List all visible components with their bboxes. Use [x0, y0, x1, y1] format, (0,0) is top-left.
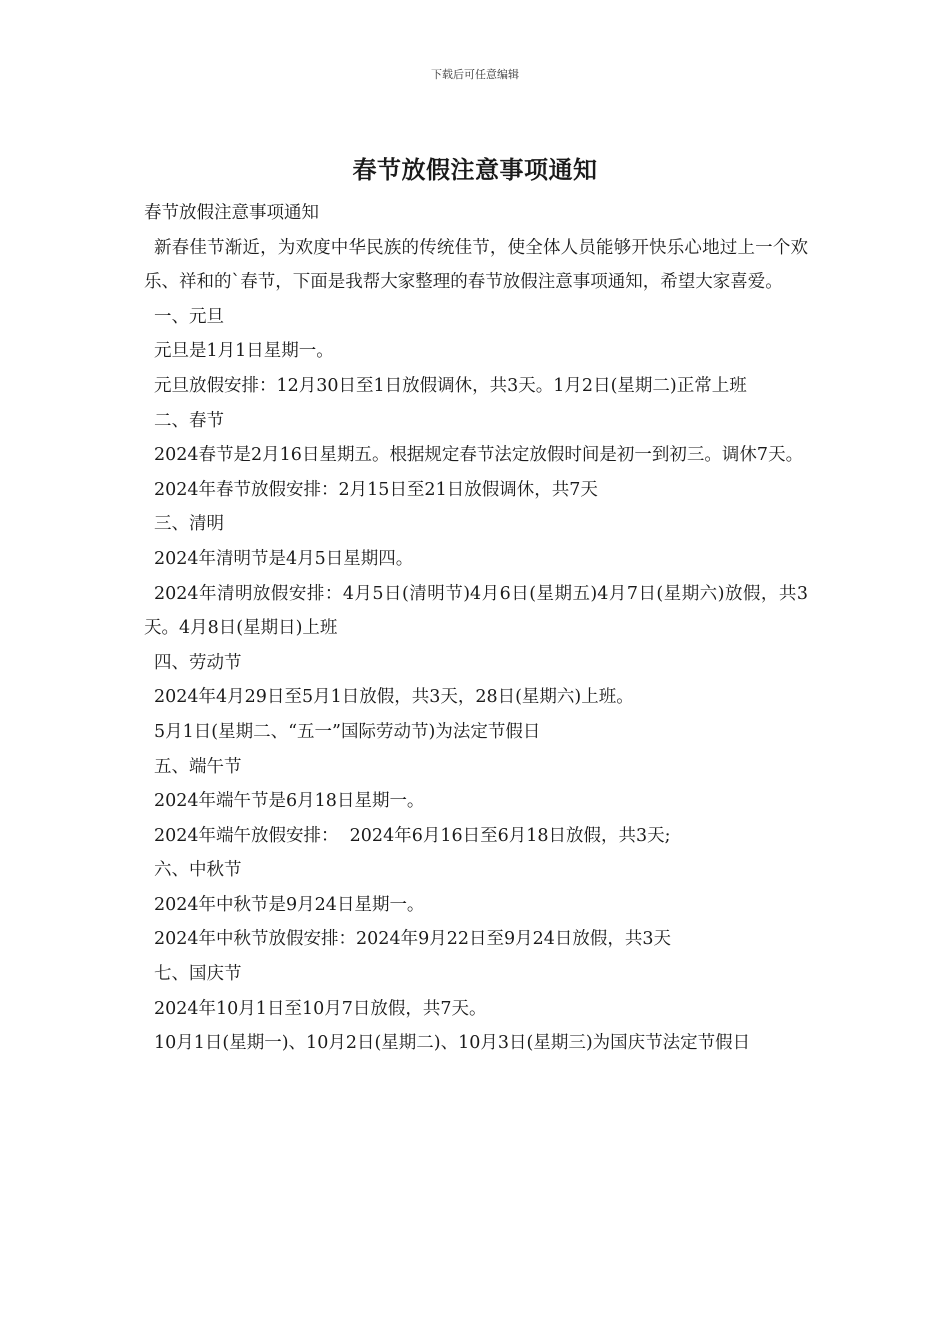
section-heading: 七、国庆节 [154, 964, 242, 985]
paragraph: 元旦是1月1日星期一。 [154, 341, 334, 362]
section-heading: 二、春节 [154, 410, 224, 431]
section-heading: 四、劳动节 [154, 652, 242, 673]
paragraph: 2024年清明放假安排：4月5日(清明节)4月6日(星期五)4月7日(星期六)放假，共3天。4月8日(星期日)上班 [144, 583, 808, 639]
section-heading: 五、端午节 [154, 756, 242, 777]
paragraph: 2024年4月29日至5月1日放假，共3天，28日(星期六)上班。 [154, 687, 634, 708]
section-heading: 一、元旦 [154, 306, 224, 327]
paragraph: 10月1日(星期一)、10月2日(星期二)、10月3日(星期三)为国庆节法定节假日 [154, 1033, 751, 1054]
paragraph-intro: 新春佳节渐近，为欢度中华民族的传统佳节，使全体人员能够开快乐心地过上一个欢乐、祥和的`春节，下面是我帮大家整理的春节放假注意事项通知，希望大家喜爱。 [144, 237, 808, 293]
paragraph: 2024年清明节是4月5日星期四。 [154, 548, 414, 569]
section-heading: 六、中秋节 [154, 860, 242, 881]
paragraph: 2024年10月1日至10月7日放假，共7天。 [154, 998, 487, 1019]
section-heading: 三、清明 [154, 514, 224, 535]
document-body [144, 196, 808, 1061]
document-title: 春节放假注意事项通知 [352, 155, 598, 184]
paragraph: 2024年端午节是6月18日星期一。 [154, 791, 425, 812]
paragraph: 2024年中秋节是9月24日星期一。 [154, 894, 425, 915]
paragraph: 2024年端午放假安排： 2024年6月16日至6月18日放假，共3天; [154, 825, 671, 846]
paragraph: 2024年春节放假安排：2月15日至21日放假调休，共7天 [154, 479, 598, 500]
paragraph: 元旦放假安排：12月30日至1日放假调休，共3天。1月2日(星期二)正常上班 [154, 375, 747, 396]
paragraph: 2024春节是2月16日星期五。根据规定春节法定放假时间是初一到初三。调休7天。 [154, 445, 804, 466]
paragraph: 2024年中秋节放假安排：2024年9月22日至9月24日放假，共3天 [154, 929, 672, 950]
header-note: 下载后可任意编辑 [431, 68, 519, 81]
paragraph-subtitle: 春节放假注意事项通知 [144, 203, 319, 223]
paragraph: 5月1日(星期二、“五一”国际劳动节)为法定节假日 [154, 721, 541, 742]
